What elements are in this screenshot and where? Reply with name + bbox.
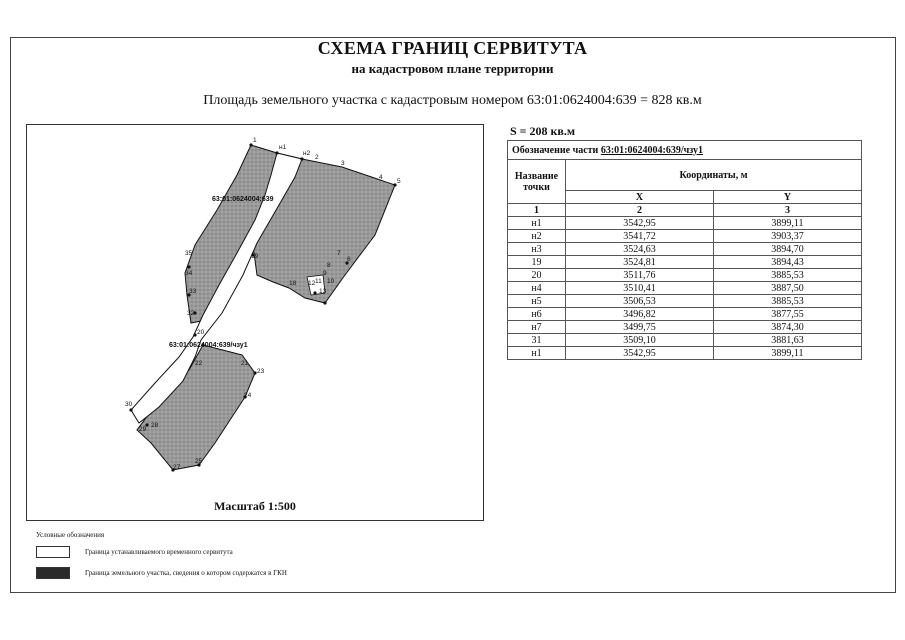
table-cell: 3524,81 [566,256,714,269]
table-cell: 20 [508,269,566,282]
point-label: 18 [289,280,297,287]
legend-text-parcel: Граница земельного участка, сведения о котором содержатся в ГКН [85,569,287,577]
point-label: 4 [379,174,383,181]
table-cell: 3496,82 [566,308,714,321]
point-label: 20 [197,329,205,336]
part-label: Обозначение части [512,144,599,156]
point-label: 25 [195,458,203,465]
parcel-cadastral-label: 63:01:0624004:639 [212,196,274,203]
part-id: 63:01:0624004:639/чзу1 [600,144,704,156]
table-cell: 3899,11 [713,347,861,360]
table-cell: 3899,11 [713,217,861,230]
table-row [508,282,862,295]
table-cell: 3541,72 [566,230,714,243]
vertex-marker [323,301,326,304]
vertex-marker [275,151,278,154]
legend-title: Условные обозначения [36,531,105,539]
table-cell: 19 [508,256,566,269]
x-header: X [566,191,714,204]
table-cell: 3887,50 [713,282,861,295]
table-cell: н1 [508,217,566,230]
legend-text-servitude: Граница устанавливаемого временного сервитута [85,548,233,556]
table-cell: 3903,37 [713,230,861,243]
table-cell: 3542,95 [566,347,714,360]
column-number: 1 [508,204,566,217]
column-number: 2 [566,204,714,217]
vertex-marker [313,291,316,294]
table-cell: 3524,63 [566,243,714,256]
vertex-marker [300,157,303,160]
table-cell: 3885,53 [713,295,861,308]
point-name-header: Название точки [508,160,566,204]
point-label: 13 [319,288,327,295]
point-label: н2 [303,150,311,157]
y-header: Y [713,191,861,204]
page-subtitle: на кадастровом плане территории [351,61,554,76]
point-label: 1 [253,137,257,144]
point-label: 3 [341,160,345,167]
table-row [508,243,862,256]
scale-label: Масштаб 1:500 [214,499,296,513]
table-cell: н7 [508,321,566,334]
point-label: 9 [323,270,327,277]
table-row [508,269,862,282]
table-cell: 3511,76 [566,269,714,282]
point-label: 27 [173,464,181,471]
point-label: 33 [189,288,197,295]
point-label: 12 [308,280,316,287]
table-cell: н4 [508,282,566,295]
table-row [508,347,862,360]
table-cell: н3 [508,243,566,256]
table-row [508,334,862,347]
point-label: 23 [257,368,265,375]
point-label: н1 [279,144,287,151]
legend-swatch-servitude [36,546,70,558]
vertex-marker [129,408,132,411]
table-row [508,295,862,308]
table-cell: 3542,95 [566,217,714,230]
point-label: 35 [185,250,193,257]
table-row [508,217,862,230]
point-label: 21 [241,360,249,367]
table-row [508,308,862,321]
table-cell: 3881,63 [713,334,861,347]
table-cell: 3506,53 [566,295,714,308]
servitude-cadastral-label: 63:01:0624004:639/чзу1 [169,342,248,349]
point-label: 29 [139,426,147,433]
coordinates-header: Координаты, м [566,160,862,191]
table-cell: 3885,53 [713,269,861,282]
point-label: 8 [327,262,331,269]
point-label: 19 [251,253,259,260]
point-label: 6 [347,256,351,263]
table-cell: 3894,70 [713,243,861,256]
table-cell: 3509,10 [566,334,714,347]
point-label: 30 [125,401,133,408]
point-label: 34 [185,270,193,277]
table-row [508,256,862,269]
table-cell: 3510,41 [566,282,714,295]
table-cell: н1 [508,347,566,360]
plan-drawing [27,125,485,522]
cadastral-plan [26,124,484,521]
area-statement: Площадь земельного участка с кадастровым номером 63:01:0624004:639 = 828 кв.м [203,93,702,108]
coordinates-table [507,140,862,360]
vertex-marker [187,265,190,268]
table-cell: н6 [508,308,566,321]
servitude-area: S = 208 кв.м [510,124,576,138]
table-cell: 3874,30 [713,321,861,334]
point-label: 5 [397,178,401,185]
table-cell: н2 [508,230,566,243]
table-cell: 3877,55 [713,308,861,321]
point-label: 24 [244,392,252,399]
table-cell: 31 [508,334,566,347]
point-label: 22 [195,360,203,367]
table-row [508,321,862,334]
part-designation-cell [508,141,862,160]
legend-swatch-parcel [36,567,70,579]
table-row [508,230,862,243]
page-title: СХЕМА ГРАНИЦ СЕРВИТУТА [317,38,588,58]
point-label: 32 [187,310,195,317]
point-label: 7 [337,250,341,257]
table-cell: 3499,75 [566,321,714,334]
column-number: 3 [713,204,861,217]
point-label: 2 [315,154,319,161]
point-label: 10 [327,278,335,285]
table-cell: 3894,43 [713,256,861,269]
table-cell: н5 [508,295,566,308]
point-label: 11 [315,278,322,285]
point-label: 28 [151,422,159,429]
